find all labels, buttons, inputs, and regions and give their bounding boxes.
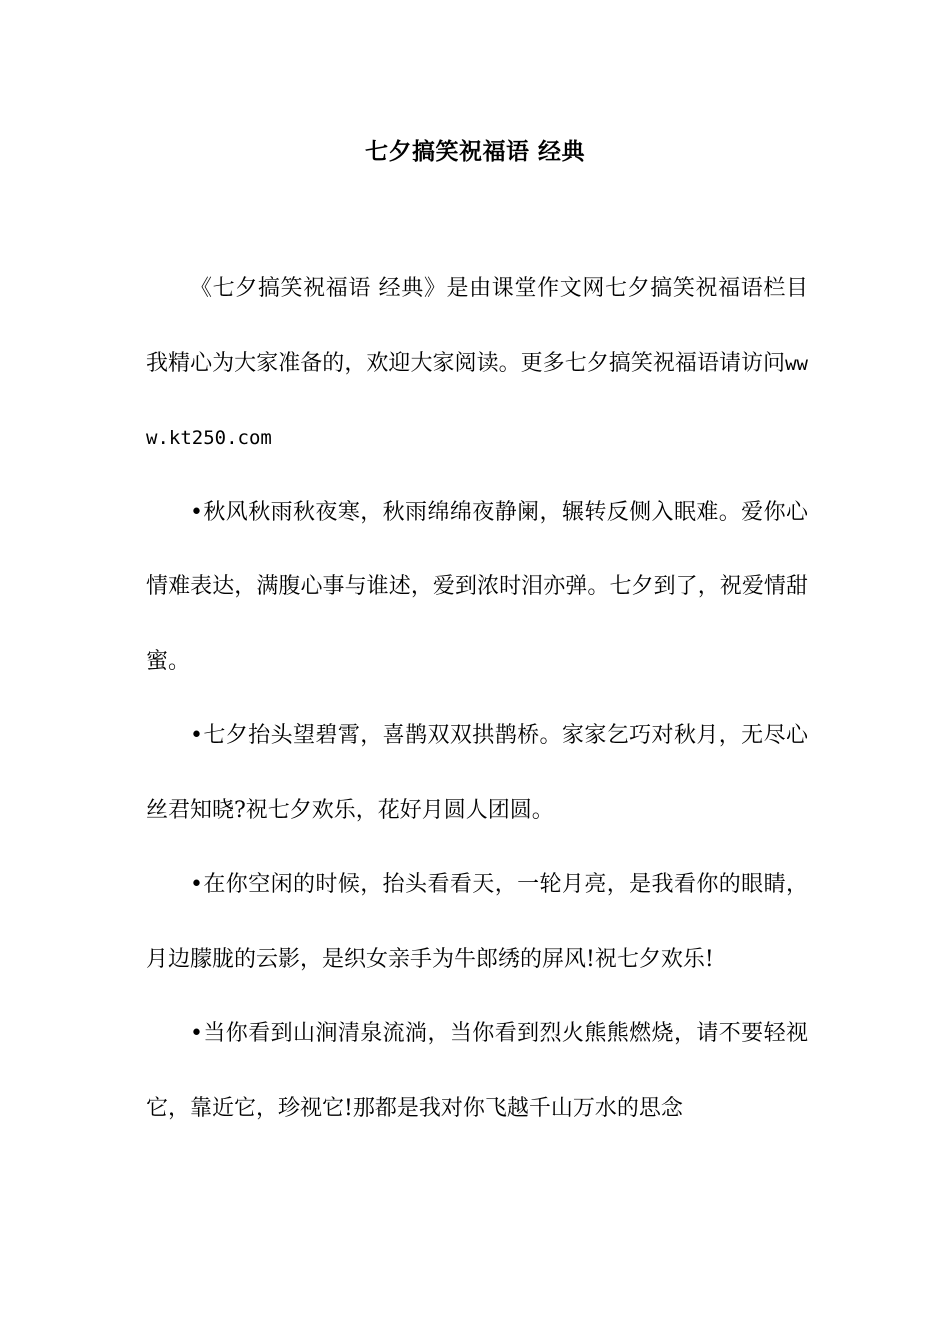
- intro-paragraph: [146, 252, 808, 476]
- document-title: 七夕搞笑祝福语 经典: [364, 138, 585, 165]
- document-body: [146, 252, 808, 1146]
- blessing-paragraph-2: •七夕抬头望碧霄，喜鹊双双拱鹊桥。家家乞巧对秋月，无尽心丝君知晓?祝七夕欢乐，花好月圆人团圆。: [146, 723, 808, 823]
- blessing-paragraph-1: •秋风秋雨秋夜寒，秋雨绵绵夜静阑，辗转反侧入眠难。爱你心情难表达，满腹心事与谁述，爱到浓时泪亦弹。七夕到了，祝爱情甜蜜。: [146, 499, 808, 674]
- site-url-link[interactable]: www.kt250.com: [146, 352, 808, 449]
- blessing-paragraph-3: •在你空闲的时候，抬头看看天，一轮月亮，是我看你的眼睛，月边朦胧的云影，是织女亲手为牛郎绣的屏风!祝七夕欢乐!: [146, 872, 808, 972]
- intro-text: 《七夕搞笑祝福语 经典》是由课堂作文网七夕搞笑祝福语栏目我精心为大家准备的，欢迎大家阅读。更多七夕搞笑祝福语请访问: [146, 276, 808, 376]
- blessing-paragraph-4: •当你看到山涧清泉流淌，当你看到烈火熊熊燃烧，请不要轻视它，靠近它，珍视它!那都是我对你飞越千山万水的思念: [146, 1021, 808, 1121]
